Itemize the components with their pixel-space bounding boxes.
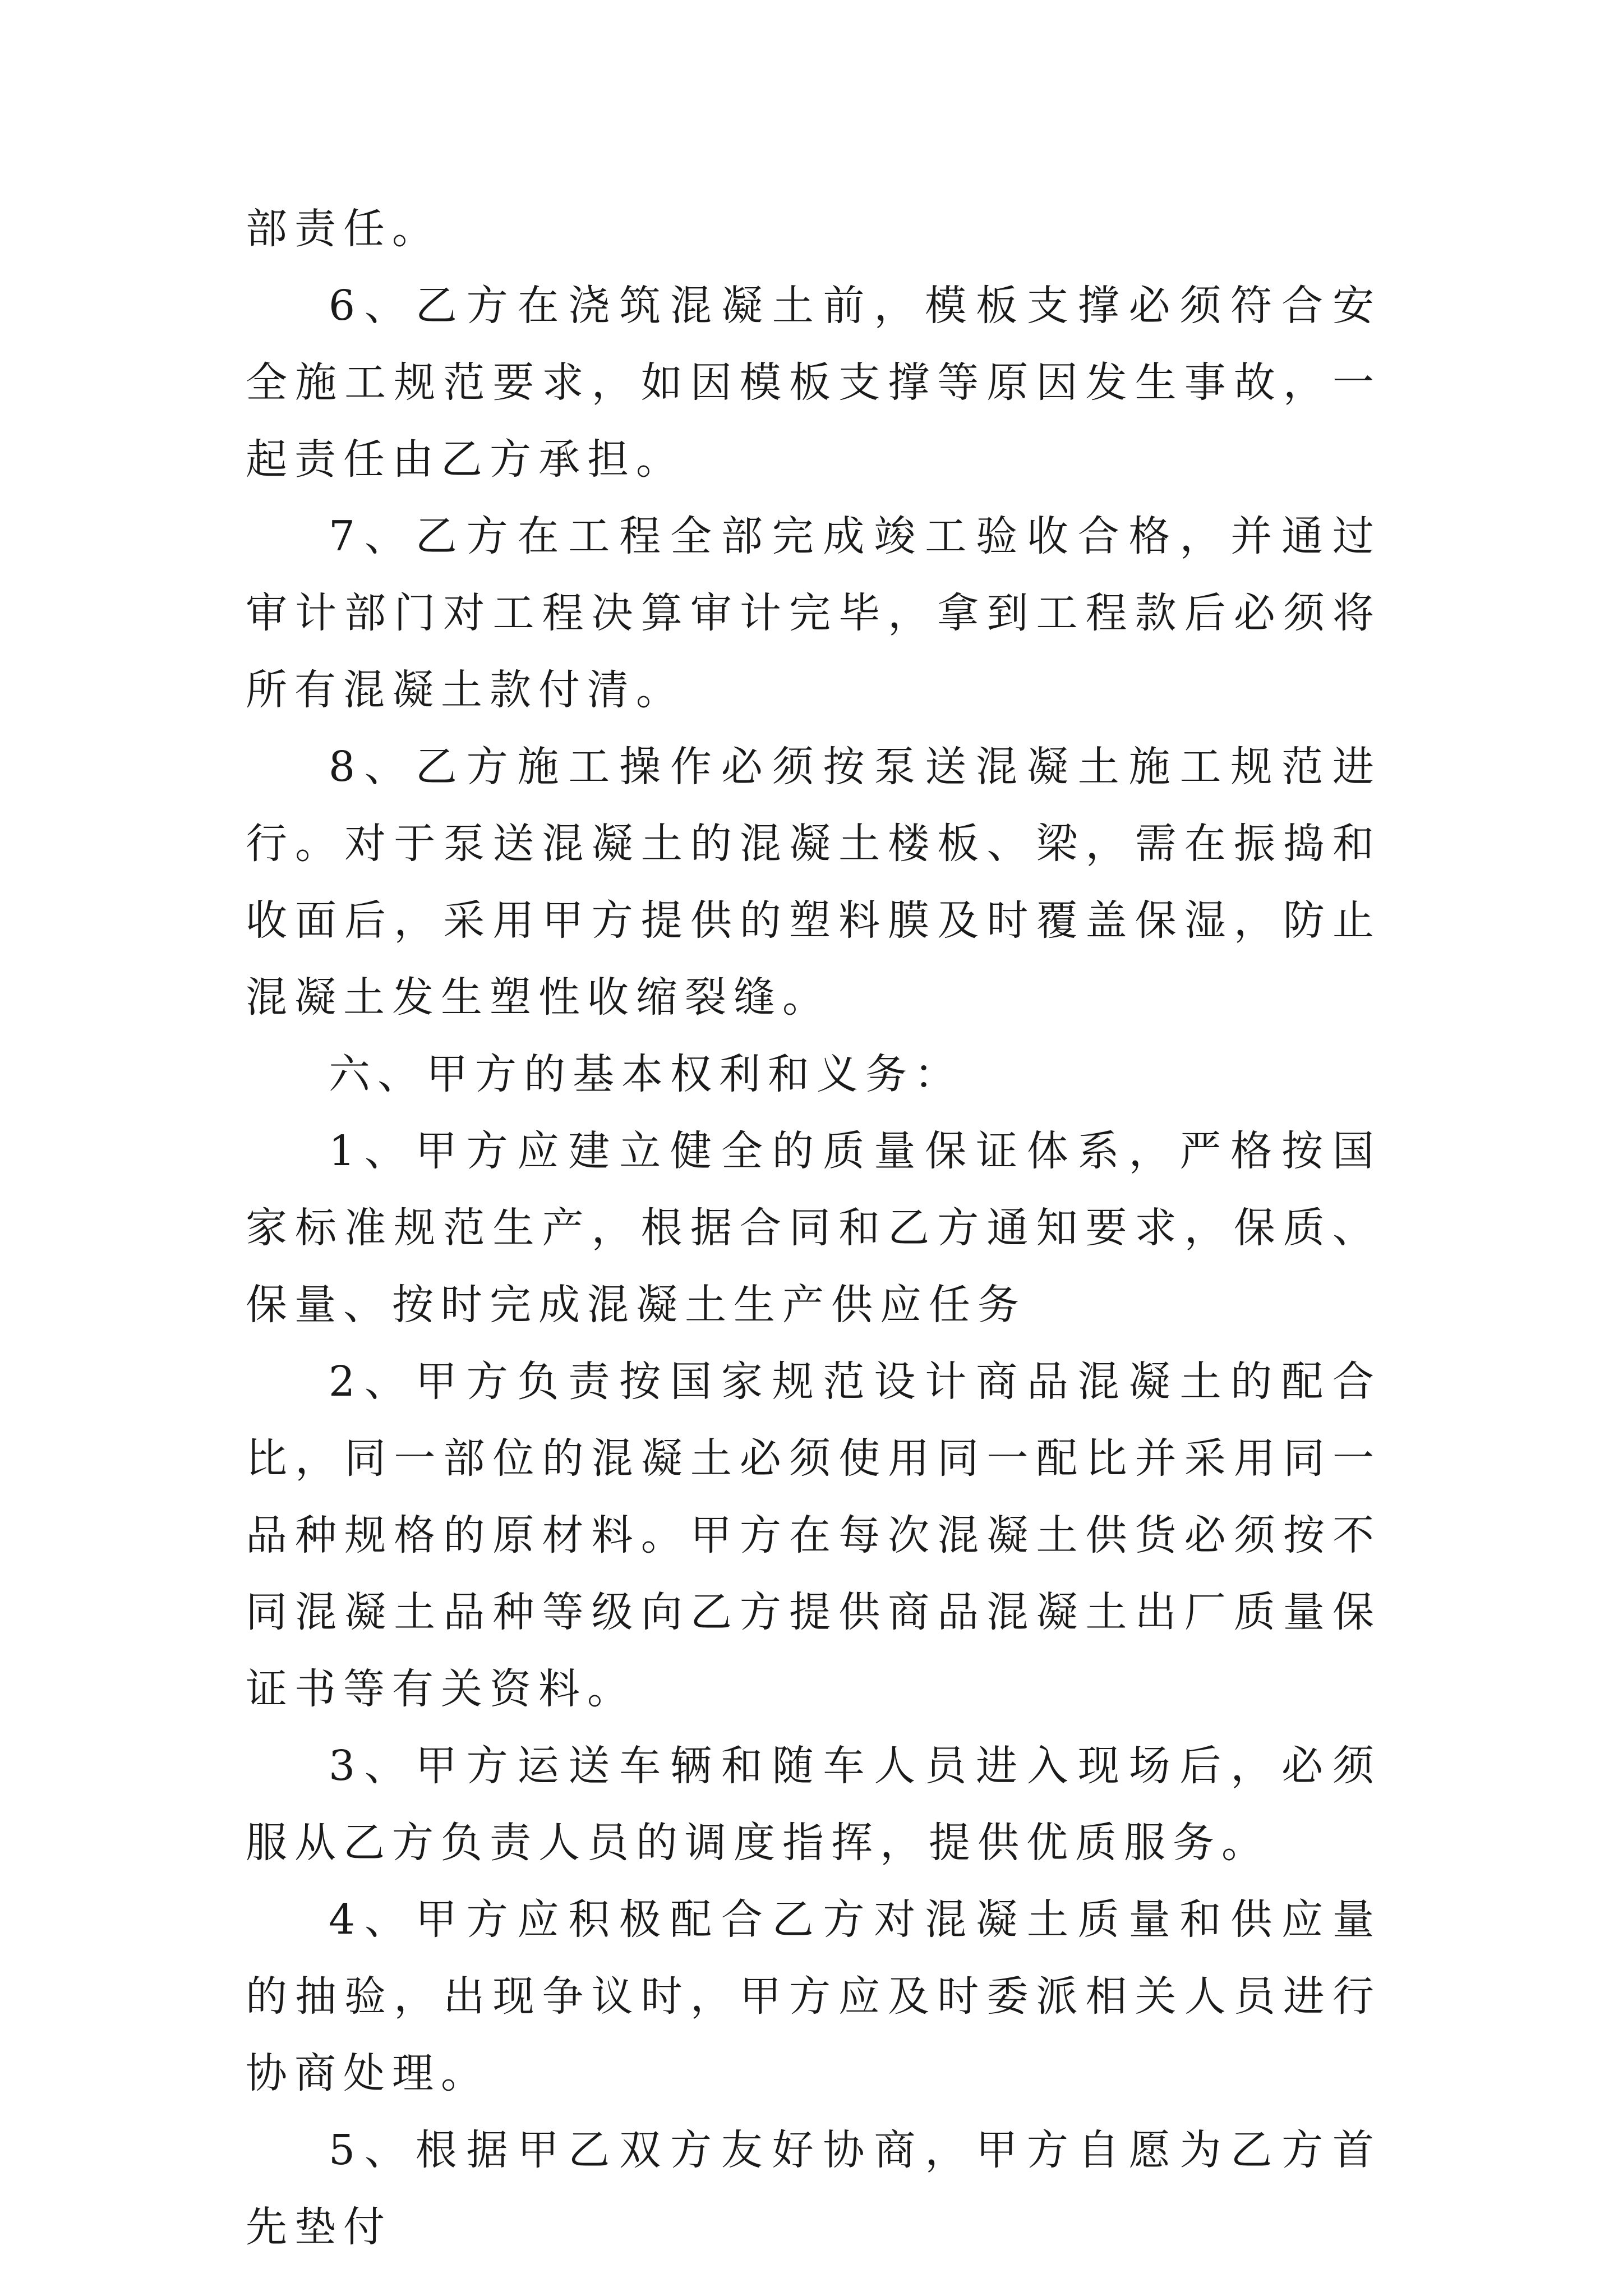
paragraph-party-a-clause-1: 1、甲方应建立健全的质量保证体系，严格按国家标准规范生产，根据合同和乙方通知要求，保质、保量、按时完成混凝土生产供应任务: [246, 1127, 1381, 1329]
paragraph-clause-7: 7、乙方在工程全部完成竣工验收合格，并通过审计部门对工程决算审计完毕，拿到工程款后必须将所有混凝土款付清。: [246, 512, 1381, 714]
paragraph-party-a-clause-5: 5、根据甲乙双方友好协商，甲方自愿为乙方首先垫付: [246, 2126, 1381, 2251]
paragraph-clause-6: 6、乙方在浇筑混凝土前，模板支撑必须符合安全施工规范要求，如因模板支撑等原因发生事故，一起责任由乙方承担。: [246, 282, 1381, 484]
paragraph-party-a-clause-2: 2、甲方负责按国家规范设计商品混凝土的配合比，同一部位的混凝土必须使用同一配比并采用同一品种规格的原材料。甲方在每次混凝土供货必须按不同混凝土品种等级向乙方提供商品混凝土出厂质量保证书等有关资料。: [246, 1358, 1381, 1713]
paragraph-party-a-clause-4: 4、甲方应积极配合乙方对混凝土质量和供应量的抽验，出现争议时，甲方应及时委派相关人员进行协商处理。: [246, 1895, 1381, 2097]
paragraph-continuation: 部责任。: [246, 205, 441, 253]
contract-body: [246, 191, 1381, 2266]
paragraph-clause-8: 8、乙方施工操作必须按泵送混凝土施工规范进行。对于泵送混凝土的混凝土楼板、梁，需在振捣和收面后，采用甲方提供的塑料膜及时覆盖保湿，防止混凝土发生塑性收缩裂缝。: [246, 743, 1381, 1022]
section-heading-party-a-rights: 六、甲方的基本权利和义务：: [329, 1050, 963, 1098]
paragraph-party-a-clause-3: 3、甲方运送车辆和随车人员进入现场后，必须服从乙方负责人员的调度指挥，提供优质服务。: [246, 1742, 1381, 1867]
